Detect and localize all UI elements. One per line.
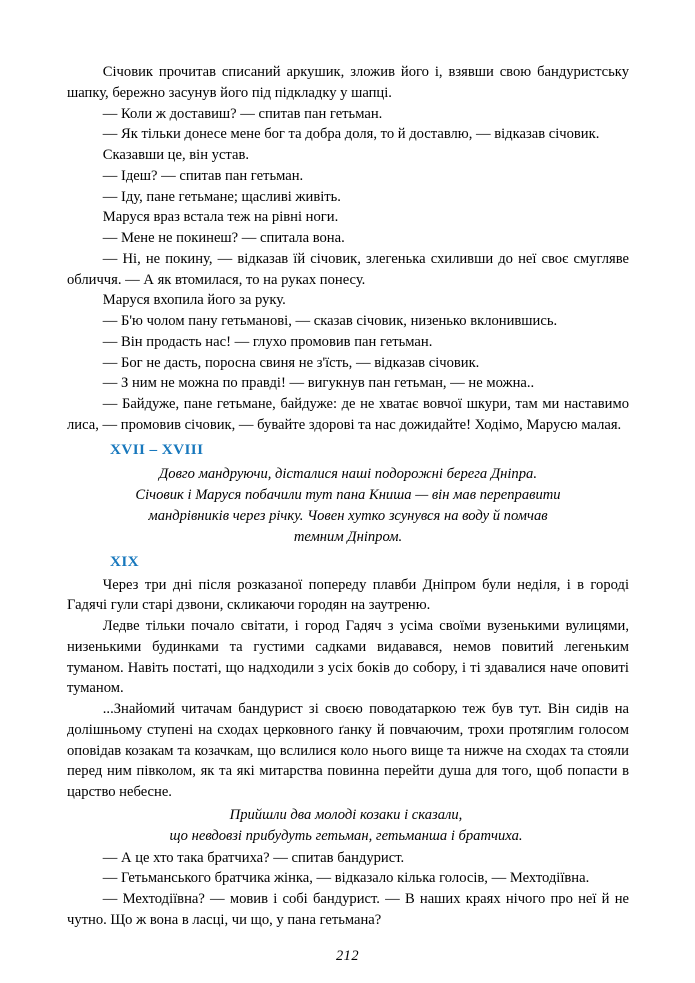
body-paragraph: — Байдуже, пане гетьмане, байдуже: де не хватає вовчої шкури, там ми наставимо лиса, — промовив січовик, — бувайте здорові та нас дожидайте! Ходімо, Марусю малая. bbox=[67, 396, 629, 433]
chapter-heading-xix: XIX bbox=[110, 552, 140, 570]
body-paragraph: — Ні, не покину, — відказав їй січовик, злегенька схиливши до неї своє смугляве обличчя. — А як втомилася, то на руках понесу. bbox=[67, 250, 629, 288]
body-paragraph: — Мехтодіївна? — мовив і собі бандурист. — В наших краях нічого про неї й не чутно. Що ж вона в ласці, чи що, у пана гетьмана? bbox=[67, 891, 629, 928]
body-paragraph: — А це хто така братчиха? — спитав бандурист. bbox=[102, 849, 405, 866]
summary-line: темним Дніпром. bbox=[293, 528, 403, 545]
summary-line: мандрівників через річку. Човен хутко зсунувся на воду й помчав bbox=[148, 508, 548, 525]
summary-line: Січовик і Маруся побачили тут пана Книша — він мав переправити bbox=[135, 487, 561, 504]
body-paragraph: Ледве тільки почало світати, і город Гадяч з усіма своїми вузенькими вулицями, низенькими будинками та густими садками видавався, немов повитий легеньким туманом. Навіть постаті, що надходили з усіх боків до собору, і ті здавалися наче оповиті туманом. bbox=[67, 618, 629, 697]
body-paragraph: — Ідеш? — спитав пан гетьман. bbox=[102, 167, 304, 184]
body-paragraph: — Б'ю чолом пану гетьманові, — сказав січовик, низенько вклонившись. bbox=[102, 313, 558, 329]
body-paragraph: — Гетьманського братчика жінка, — відказало кілька голосів, — Мехтодіївна. bbox=[102, 870, 590, 887]
body-paragraph: Через три дні після розказаної попереду плавби Дніпром були неділя, і в городі Гадячі гули старі дзвони, скликаючи городян на заутреню. bbox=[67, 576, 629, 614]
body-paragraph: Січовик прочитав списаний аркушик, зложив його і, взявши свою бандуристську шапку, бережно засунув його під підкладку у шапці. bbox=[67, 64, 629, 101]
chapter-heading-xvii-xviii: XVII – XVIII bbox=[110, 440, 204, 458]
body-paragraph: — Мене не покинеш? — спитала вона. bbox=[102, 230, 345, 246]
body-paragraph: — Як тільки донесе мене бог та добра доля, то й доставлю, — відказав січовик. bbox=[102, 126, 600, 143]
summary-line: Прийшли два молоді козаки і сказали, bbox=[229, 806, 463, 823]
body-paragraph: — Іду, пане гетьмане; щасливі живіть. bbox=[102, 188, 341, 205]
body-paragraph: — Коли ж доставиш? — спитав пан гетьман. bbox=[102, 105, 383, 122]
page-number: 212 bbox=[335, 948, 360, 964]
body-paragraph: — Бог не дасть, поросна свиня не з'їсть, — відказав січовик. bbox=[102, 354, 480, 371]
text-column bbox=[67, 62, 629, 931]
body-paragraph: Маруся враз встала теж на рівні ноги. bbox=[102, 209, 339, 226]
chapter-summary-xvii-xviii bbox=[67, 464, 629, 548]
summary-line: що невдовзі прибудуть гетьман, гетьманша і братчиха. bbox=[169, 827, 523, 844]
body-paragraph: Сказавши це, він устав. bbox=[102, 147, 250, 163]
chapter-summary-xix bbox=[67, 805, 629, 847]
body-paragraph: Маруся вхопила його за руку. bbox=[102, 292, 286, 309]
body-paragraph: ...Знайомий читачам бандурист зі своєю поводатаркою теж був тут. Він сидів на долішньому ступені на сходах церковного ґанку й повчаючим, трохи протяглим голосом оповідав козакам та козачкам, що вслилися коло нього вище та нижче на сходах та стояли перед ним півколом, як та які митарства повинна перейти душа для того, щоб попасти в царство небесне. bbox=[67, 701, 629, 801]
body-paragraph: — Він продасть нас! — глухо промовив пан гетьман. bbox=[102, 333, 433, 350]
summary-line: Довго мандруючи, дісталися наші подорожні берега Дніпра. bbox=[159, 466, 537, 483]
body-paragraph: — З ним не можна по правді! — вигукнув пан гетьман, — не можна.. bbox=[102, 375, 535, 392]
